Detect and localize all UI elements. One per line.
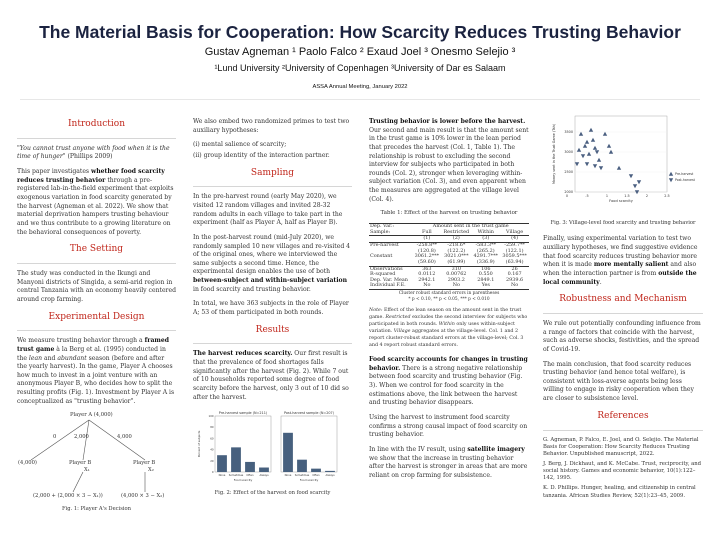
bar-y-tick-label: 60: [210, 437, 214, 441]
auxiliary-paragraph: Finally, using experimental variation to test two auxiliary hypotheses, we find suggestive evidence that food scarcity reduces trusting behavior more when it is made more mentally salient and also when the interaction partner is from outside the local community.: [543, 235, 698, 286]
satellite-paragraph: In line with the IV result, using satellite imagery we show that the increase in trusting behavior after the harvest is stronger in areas that are more reliant on crop farming for subsistence.: [369, 445, 528, 479]
bar: [231, 448, 241, 473]
table-signif-note: * p < 0.10, ** p < 0.05, *** p < 0.010: [408, 297, 490, 303]
bar-y-tick-label: 100: [208, 415, 214, 419]
scatter-x-axis-label: Food scarcity: [609, 199, 633, 203]
design-paragraph: We measure trusting behavior through a framed trust game à la Berg et al. (1995) conducted in the lean and abundant season (before and after the yearly harvest). In the game, Player A chooses how much to invest in a joint venture with an anonymous Player B, who decides how to split the resulting profits (Fig. 1). Investment by Player A is conceptualized as "trusting behavior".: [17, 337, 175, 405]
section-title-introduction: Introduction: [68, 119, 125, 129]
column-1: [17, 112, 176, 514]
scatter-x-tick-label: 2: [645, 194, 649, 198]
tree-root-label: Player A (4,000): [70, 412, 113, 419]
bar-y-tick-label: 0: [211, 471, 214, 475]
reference-item: G. Agneman, P. Falco, E. Joel, and O. Selejio. The Material Basis for Cooperation: How Scarcity Reduces Trusting Behavior. Unpublished manuscript, 2022.: [543, 436, 699, 457]
table-row: Constant 3061.2*** 3021.0*** 4291.7*** 3059.5***: [370, 253, 527, 260]
section-title-references: References: [597, 410, 649, 421]
bar: [311, 469, 321, 472]
scatter-chart-svg: [543, 112, 703, 218]
intro-paragraph: This paper investigates whether food scarcity reduces trusting behavior through a pre-registered lab-in-the-field experiment that exploits exogenous variation in food scarcity generated by the harvest (Agneman et al. 2022). We show that material deprivation hampers trusting behaviour and we thus contribute to a growing literature on the behavioral consequences of poverty.: [17, 168, 174, 236]
hypothesis-2: (ii) group identity of the interaction partner.: [193, 151, 330, 159]
legend-marker: [669, 178, 673, 182]
bar: [217, 455, 227, 472]
robustness-paragraph-1: We rule out potentially confounding influence from a range of factors that coincide with the harvest, such as adverse shocks, festivities, and the spread of Covid-19.: [543, 319, 701, 353]
bar-y-tick-label: 40: [210, 448, 214, 452]
tree-player-b1: Player B: [69, 460, 92, 467]
figure-3-scatter: [543, 112, 703, 218]
section-divider: [17, 138, 176, 139]
scatter-y-tick-label: 3000: [564, 150, 573, 155]
bar: [245, 462, 255, 472]
table-colnum-row: (1) (2) (3) (4): [369, 236, 529, 243]
table-sample-row: Sample: Full Restricted Within Village: [370, 228, 524, 235]
bar: [283, 433, 293, 472]
table-row: Pre-harvest -258.8** -218.6* -583.3** -259.7**: [369, 243, 529, 249]
reference-list: [543, 437, 703, 500]
epigraph-quote: "You cannot trust anyone with food when it is the time of hunger": [17, 144, 170, 161]
bar-panel-title: Post-harvest sample (N=207): [283, 411, 335, 416]
scatter-y-tick-label: 3500: [564, 130, 573, 135]
bar-x-axis-label: Food scarcity: [299, 478, 319, 483]
scatter-x-tick-label: 0: [565, 194, 569, 198]
hypothesis-1: (i) mental salience of scarcity;: [193, 141, 287, 149]
bar-tick-label: None: [284, 474, 292, 478]
result-2-paragraph: Trusting behavior is lower before the harvest. Our second and main result is that the amount sent in the trust game is 10% lower in the lean period that precedes the harvest (Col. 1, Table 1). The relationship is robust to excluding the second interview for subjects who participated in both rounds (Col. 2), stronger when leveraging within-subject variation (Col. 3), and even apparent when the measures are aggregated at the village level (Col. 4).: [369, 118, 529, 203]
header-divider: [20, 99, 700, 100]
table-header-row: Dep. Var.: Amount sent in the trust game: [369, 224, 529, 230]
section-title-robustness: Robustness and Mechanism: [559, 294, 687, 305]
section-title-results: Results: [255, 324, 290, 335]
bar-tick-label: None: [218, 474, 226, 478]
section-title-sampling: Sampling: [250, 167, 295, 178]
bar-tick-label: Often: [312, 474, 320, 478]
figure-2-bar-charts: [193, 408, 352, 488]
tree-x1: X₁: [84, 467, 90, 474]
hypotheses-intro: We also embed two randomized primes to test two auxiliary hypotheses:: [193, 118, 350, 134]
bar-tick-label: Sometimes: [228, 474, 244, 478]
poster-header: [0, 0, 720, 100]
section-divider: [193, 186, 352, 187]
table-stat-row: Dep. Var. Mean 2942.1 2903.2 2849.1 2939.6: [370, 276, 524, 283]
legend-marker: [669, 172, 673, 176]
sampling-paragraph-2: In the post-harvest round (mid-July 2020), we randomly sampled 10 new villages and re-visited 4 of the original ones, where we interviewed the same subjects a second time. Hence, the experimental design enables the use of both between-subject and within-subject variation in food scarcity and trusting behavior.: [193, 233, 351, 293]
section-divider: [193, 343, 352, 344]
poster-title: The Material Basis for Cooperation: How Scarcity Reduces Trusting Behavior: [39, 22, 681, 42]
table-footnote: Note: Effect of the lean season on the amount sent in the trust game. Restricted excludes the second interview for subjects who participated in both rounds. Within only uses within-subject variation. Village aggregates at the village-level. Col. 1 and 2 report cluster-robust standard errors at the village-level; Col. 3 and 4 report robust standard errors.: [369, 308, 528, 349]
tree-payoff-zero: (4,000): [18, 460, 37, 467]
sampling-paragraph-3: In total, we have 363 subjects in the role of Player A; 53 of them participated in both rounds.: [193, 300, 349, 317]
epigraph: [17, 145, 176, 162]
section-divider: [543, 430, 703, 431]
table-row: (120.8) (122.2) (265.2) (122.1): [417, 247, 524, 254]
game-tree-lines: [17, 412, 176, 504]
reference-item: K. D. Phillips. Hunger, healing, and citizenship in central tanzania. African Studies Review, 52(1):23–45, 2009.: [543, 485, 696, 499]
table-row: (59.60) (61.99) (336.9) (63.94): [417, 258, 524, 265]
bar: [325, 471, 335, 472]
regression-table: [369, 223, 529, 290]
reference-item: J. Berg, J. Dickhaut, and K. McCabe. Trust, reciprocity, and social history. Games and economic behavior, 10(1):122–142, 1995.: [543, 460, 702, 482]
setting-paragraph: The study was conducted in the Ikungi and Manyoni districts of Singida, a semi-arid region in central Tanzania with an economy heavily centered around crop farming.: [17, 269, 176, 303]
tree-payoff-1: (2,000 + (2,000 × 3 − X₁)): [33, 493, 103, 500]
column-4: [543, 112, 703, 503]
bar-tick-label: Always: [325, 474, 335, 478]
bar-tick-label: Often: [246, 474, 254, 478]
table-stat-row: R-squared 0.0112 0.00762 0.550 0.167: [370, 271, 522, 278]
column-2: [193, 112, 352, 498]
author-list: Gustav Agneman ¹ Paolo Falco ² Exaud Joel ³ Onesmo Selejio ³: [204, 46, 516, 58]
section-divider: [17, 263, 176, 264]
iv-paragraph: Using the harvest to instrument food scarcity confirms a strong causal impact of food scarcity on trusting behavior.: [369, 414, 528, 439]
tree-left-amount: 2,000: [74, 434, 89, 441]
bar-x-axis-label: Food scarcity: [233, 478, 253, 483]
table-stat-row: Individual F.E. No No Yes No: [369, 283, 529, 289]
bar-y-tick-label: 20: [210, 460, 214, 464]
bar: [297, 460, 307, 472]
tree-payoff-2: (4,000 × 3 − X₂): [121, 493, 165, 500]
tree-player-b2: Player B: [133, 460, 156, 467]
scatter-x-tick-label: .5: [585, 194, 589, 198]
tree-x2: X₂: [148, 467, 154, 474]
table-se-note: Cluster robust standard errors in parentheses: [398, 291, 500, 297]
bar-y-axis-label: Percent of subjects: [197, 430, 201, 458]
affiliation-list: ¹Lund University ²University of Copenhagen ³University of Dar es Salaam: [214, 63, 506, 73]
bar-chart-svg: [193, 408, 352, 488]
scatter-y-axis-label: Money sent in the Trust Game (Tsh): [552, 123, 556, 185]
bar-tick-label: Sometimes: [294, 474, 310, 478]
scatter-point: [635, 190, 639, 194]
legend-label: Pre-harvest: [675, 172, 694, 177]
bar-tick-label: Always: [259, 474, 269, 478]
section-divider: [17, 330, 176, 331]
result-3-paragraph: Food scarcity accounts for changes in trusting behavior. There is a strong negative relationship between food scarcity and trusting behavior (Fig. 3). When we control for food scarcity in the estimations above, the link between the harvest and trusting behavior disappears.: [369, 356, 528, 407]
figure-1-caption: Fig. 1: Player A's Decision: [61, 506, 131, 513]
figure-2-caption: Fig. 2: Effect of the harvest on food scarcity: [214, 490, 331, 497]
results-paragraph: The harvest reduces scarcity. Our first result is that the prevalence of food shortages falls significantly after the harvest (Fig. 2). While 7 out of 10 households reported some degree of food scarcity before the harvest, only 3 out of 10 did so after the harvest.: [193, 350, 349, 401]
game-tree-figure: [17, 412, 176, 504]
robustness-paragraph-2: The main conclusion, that food scarcity reduces trusting behavior (and hence total welfare), is consistent with loss-averse agents being less willing to engage in risky cooperation when they are closer to subsistence level.: [543, 360, 694, 403]
figure-3-caption: Fig. 3: Village-level food scarcity and trusting behavior: [550, 220, 696, 226]
section-title-setting: The Setting: [69, 244, 124, 255]
table-1-caption: Table 1: Effect of the harvest on trusting behavior: [380, 210, 518, 217]
tree-zero-label: 0: [53, 434, 57, 441]
scatter-x-tick-label: 2.5: [664, 194, 670, 198]
scatter-x-tick-label: 1.5: [624, 194, 630, 198]
scatter-y-tick-label: 2000: [564, 190, 573, 195]
tree-right-amount: 4,000: [117, 434, 132, 441]
scatter-y-tick-label: 2500: [564, 170, 573, 175]
sampling-paragraph-1: In the pre-harvest round (early May 2020), we visited 12 random villages and invited 28-32 random adults in each village to take part in the experiment (half as Player A, half as Player B).: [193, 193, 343, 227]
section-divider: [543, 313, 703, 314]
legend-label: Post-harvest: [675, 178, 695, 183]
section-title-design: Experimental Design: [48, 311, 145, 322]
epigraph-source: (Phillips 2009): [65, 153, 113, 161]
bar-y-tick-label: 80: [210, 426, 214, 430]
bar: [259, 468, 269, 472]
venue-line: ASSA Annual Meeting, January 2022: [312, 84, 408, 90]
table-stat-row: Observations 363 310 106 26: [369, 266, 529, 272]
scatter-x-tick-label: 1: [605, 194, 609, 198]
column-3: [369, 112, 529, 486]
bar-panel-title: Pre-harvest sample (N=211): [218, 411, 268, 416]
